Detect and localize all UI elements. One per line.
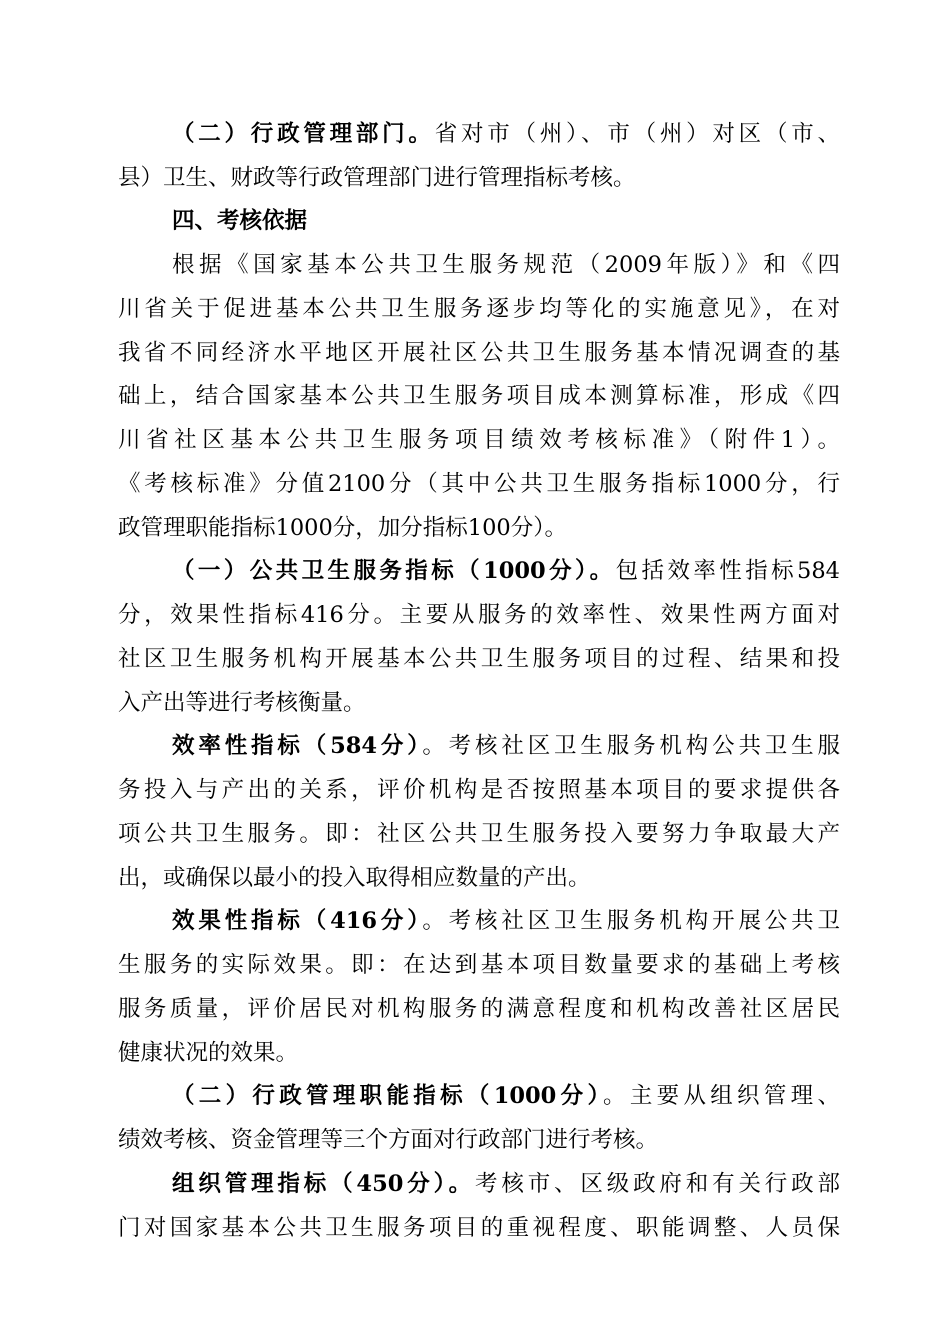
paragraph-line: 服务质量，评价居民对机构服务的满意程度和机构改善社区居民: [118, 996, 840, 1022]
paragraph-line: 根据《国家基本公共卫生服务规范（2009年版）》和《四: [172, 252, 840, 278]
paragraph-line: （二）行政管理部门。省对市（州）、市（州）对区（市、: [172, 121, 840, 147]
paragraph-line: 县）卫生、财政等行政管理部门进行管理指标考核。: [118, 165, 636, 191]
paragraph-line: 组织管理指标（450分）。考核市、区级政府和有关行政部: [172, 1171, 840, 1197]
paragraph-line: 出，或确保以最小的投入取得相应数量的产出。: [118, 865, 591, 891]
subsection-heading: （一）公共卫生服务指标（1000分）。: [172, 558, 616, 584]
paragraph-line: 效率性指标（584分）。考核社区卫生服务机构公共卫生服: [172, 733, 840, 759]
paragraph-line: 务投入与产出的关系，评价机构是否按照基本项目的要求提供各: [118, 777, 840, 803]
section-heading: 四、考核依据: [172, 208, 308, 234]
paragraph-line: （二）行政管理职能指标（1000分）。主要从组织管理、: [172, 1083, 840, 1109]
paragraph-line: 效果性指标（416分）。考核社区卫生服务机构开展公共卫: [172, 908, 840, 934]
subsection-heading: （二）行政管理部门。: [172, 121, 435, 147]
subsection-heading: 效果性指标（416分）: [172, 908, 423, 934]
paragraph-line: （一）公共卫生服务指标（1000分）。包括效率性指标584: [172, 558, 840, 584]
paragraph-line: 川省社区基本公共卫生服务项目绩效考核标准》（附件1）。: [118, 427, 840, 453]
paragraph-line: 绩效考核、资金管理等三个方面对行政部门进行考核。: [118, 1127, 659, 1153]
paragraph-line: 政管理职能指标1000分，加分指标100分）。: [118, 515, 567, 541]
subsection-heading: （二）行政管理职能指标（1000分）: [172, 1083, 604, 1109]
paragraph-line: 我省不同经济水平地区开展社区公共卫生服务基本情况调查的基: [118, 340, 840, 366]
paragraph-line: 础上，结合国家基本公共卫生服务项目成本测算标准，形成《四: [118, 383, 840, 409]
subsection-heading: 效率性指标（584分）: [172, 733, 423, 759]
paragraph-line: 健康状况的效果。: [118, 1040, 299, 1066]
paragraph-line: 生服务的实际效果。即：在达到基本项目数量要求的基础上考核: [118, 952, 840, 978]
paragraph-line: 《考核标准》分值2100分（其中公共卫生服务指标1000分，行: [118, 471, 840, 497]
paragraph-line: 川省关于促进基本公共卫生服务逐步均等化的实施意见》，在对: [118, 296, 840, 322]
paragraph-line: 门对国家基本公共卫生服务项目的重视程度、职能调整、人员保: [118, 1215, 840, 1241]
paragraph-line: 入产出等进行考核衡量。: [118, 690, 366, 716]
paragraph-line: 分，效果性指标416分。主要从服务的效率性、效果性两方面对: [118, 602, 840, 628]
subsection-heading: 组织管理指标（450分）。: [172, 1171, 476, 1197]
paragraph-line: 项公共卫生服务。即：社区公共卫生服务投入要努力争取最大产: [118, 821, 840, 847]
paragraph-line: 社区卫生服务机构开展基本公共卫生服务项目的过程、结果和投: [118, 646, 840, 672]
